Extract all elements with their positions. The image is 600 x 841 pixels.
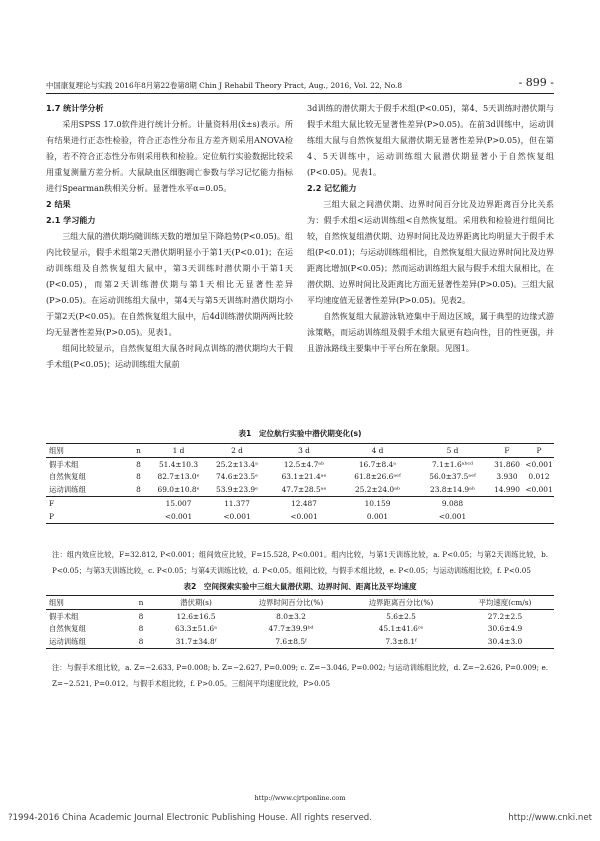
table-cell: 56.0±37.5ᵃᵉᶠ — [429, 472, 476, 482]
table-cell: 14.990 — [490, 483, 524, 496]
column-header: F — [490, 444, 524, 458]
column-header: n — [126, 444, 151, 458]
table2-caption: 表2 空间探索实验中三组大鼠潜伏期、边界时间、距离比及平均速度 — [183, 582, 417, 591]
column-header: 边界距离百分比(%) — [346, 596, 456, 610]
table-cell: 8.0±3.2 — [276, 611, 306, 621]
table-cell — [126, 497, 151, 510]
table-cell: 12.6±16.5 — [176, 611, 216, 621]
table-cell: <0.001 — [415, 510, 490, 523]
table-cell: 12.487 — [291, 499, 317, 509]
table2-note: 注：与假手术组比较，a. Z=−2.633, P=0.008; b. Z=−2.627, P=0.009; c. Z=−3.046, P=0.002; 与运动训练组比较，d. Z=−2.626, P=0.009; e. Z=−2.521, P=0.012。与假手术组比较，f. P>0.05。三组间平均速度比较，P>0.05 — [52, 663, 548, 688]
table-cell: F — [49, 499, 55, 509]
section-heading: 2.2 记忆能力 — [307, 183, 357, 193]
column-header: n — [126, 596, 156, 610]
table-cell: 61.8±26.6ᵃᵉᶠ — [354, 472, 401, 482]
table-cell — [524, 497, 554, 510]
table-cell: 7.3±8.1ᶠ — [346, 635, 456, 648]
column-header: P — [524, 444, 554, 458]
table1-note: 注：组内效应比较，F=32.812, P<0.001；组间效应比较，F=15.528, P<0.001。组内比较，与第1天训练比较，a. P<0.05；与第2天训练比较，b. P<0.05；与第3天训练比较，c. P<0.05；与第4天训练比较，d. P<0.05。组间比较，与假手术组比较，e. P<0.05；与运动训练组比较，f. P<0.05 — [52, 550, 548, 575]
table-row — [46, 483, 554, 496]
column-header: 组别 — [46, 596, 126, 610]
column-header: 潜伏期(s) — [156, 596, 236, 610]
table-cell — [490, 497, 524, 510]
paragraph: 自然恢复组大鼠游泳轨迹集中于周边区域，属于典型的边缘式游泳策略，而运动训练组及假手术组大鼠更有趋向性，目的性更强，并且游泳路线主要集中于平台所在象限。见图1。 — [307, 311, 554, 353]
table-row — [46, 635, 554, 648]
column-header: 平均速度(cm/s) — [456, 596, 554, 610]
table1 — [46, 443, 554, 524]
table-cell: <0.001 — [206, 510, 268, 523]
table-cell: 27.2±2.5 — [487, 611, 523, 621]
table-cell: 8 — [126, 635, 156, 648]
paragraph: 三组大鼠的潜伏期均随训练天数的增加呈下降趋势(P<0.05)。组内比较显示，假手术组第2天潜伏期明显小于第1天(P<0.01)；在运动训练组及自然恢复组大鼠中，第3天训练时潜伏期小于第1天(P<0.05)，而第2天训练潜伏期与第1天相比无显著性差异(P>0.05)。在运动训练组大鼠中，第4天与第5天训练时潜伏期均小于第2天(P<0.05)。在自然恢复组大鼠中，后4d训练潜伏期两两比较均无显著性差异(P>0.05)。见表1。 — [46, 231, 294, 337]
table-row — [46, 609, 554, 622]
table-cell: 11.377 — [224, 499, 250, 509]
column-header: 2 d — [206, 444, 268, 458]
table2 — [46, 595, 554, 649]
table-cell: 63.3±51.6ᵃ — [175, 624, 217, 634]
table-cell: 0.001 — [340, 510, 415, 523]
table-cell: 运动训练组 — [46, 635, 126, 648]
table-cell: <0.001 — [525, 459, 553, 469]
table-cell: 25.2±13.4ᵃ — [216, 459, 258, 469]
table-cell: 25.2±24.0ᵃᵇ — [340, 483, 415, 496]
table-cell: 23.8±14.9ᵃᵇ — [415, 483, 490, 496]
table-cell: 3.930 — [496, 472, 518, 482]
paragraph: 三组大鼠之间潜伏期、边界时间百分比及边界距离百分比关系为：假手术组<运动训练组<自然恢复组。采用秩和检验进行组间比较，自然恢复组潜伏期、边界时间比及边界距离比均明显大于假手术组(P<0.01)；与运动训练组相比，自然恢复组大鼠边界时间比及边界距离比增加(P<0.05)；然而运动训练组大鼠与假手术组大鼠相比，在潜伏期、边界时间比及距离比方面无显著性差异(P>0.05)。三组大鼠平均速度值无显著性差异(P>0.05)。见表2。 — [307, 199, 555, 305]
table-cell: 8 — [138, 624, 144, 634]
table-cell: 63.1±21.4ᵃᵉ — [281, 472, 327, 482]
table-cell: 15.007 — [165, 499, 192, 509]
table-cell: 30.4±3.0 — [456, 635, 554, 648]
column-header: 1 d — [151, 444, 206, 458]
table-cell: 47.7±28.5ᵃᵉ — [268, 483, 340, 496]
table-cell — [126, 510, 151, 523]
column-header: 5 d — [415, 444, 490, 458]
table-cell: 0.012 — [528, 472, 550, 482]
section-heading: 2.1 学习能力 — [46, 215, 96, 225]
paragraph: 组间比较显示，自然恢复组大鼠各时间点训练的潜伏期均大于假手术组(P<0.05)；运动训练组大鼠前 — [46, 343, 293, 369]
table-cell: 31.860 — [494, 459, 520, 469]
header-rule — [46, 93, 554, 94]
table-header-row — [46, 596, 554, 610]
table-cell: 7.1±1.6ᵃᵇᶜᵈ — [431, 459, 474, 469]
table-cell: 假手术组 — [49, 611, 79, 621]
running-header — [46, 78, 554, 92]
table-cell: 运动训练组 — [46, 483, 126, 496]
table-cell: 自然恢复组 — [49, 624, 86, 634]
table-cell: 16.7±8.4ᵃ — [358, 459, 397, 469]
table-row — [46, 510, 554, 523]
table-cell: 8 — [136, 459, 141, 469]
table-cell: 5.6±2.5 — [386, 611, 416, 621]
table-cell: 8 — [126, 483, 151, 496]
table-cell: 45.1±41.6ᶜᵉ — [378, 624, 424, 634]
table-cell: 10.159 — [364, 499, 391, 509]
table-cell: <0.001 — [524, 483, 554, 496]
table1-caption: 表1 定位航行实验中潜伏期变化(s) — [238, 429, 362, 438]
table-cell: 假手术组 — [49, 459, 79, 469]
table-cell: 12.5±4.7ᵃᵇ — [283, 459, 325, 469]
column-header: 4 d — [340, 444, 415, 458]
column-header: 3 d — [268, 444, 340, 458]
table-cell: 53.9±23.9ᵉ — [206, 483, 268, 496]
table-cell: <0.001 — [151, 510, 206, 523]
right-column — [307, 100, 554, 356]
table-cell — [490, 510, 524, 523]
table-cell: 51.4±10.3 — [158, 459, 199, 469]
paragraph: 采用SPSS 17.0软件进行统计分析。计量资料用(x̄±s)表示。所有结果进行正态性检验，符合正态性分布且方差齐则采用ANOVA检验，若不符合正态性分布则采用秩和检验。定位航行实验数据比较采用重复测量方差分析。大鼠缺血区细胞凋亡参数与学习记忆能力指标进行Spearman秩相关分析。显著性水平α=0.05。 — [46, 119, 293, 193]
footer-url[interactable]: http://www.cjrtponline.com — [254, 794, 346, 802]
table-cell: 自然恢复组 — [49, 472, 86, 482]
table-header-row — [46, 444, 554, 458]
table-cell: 47.7±39.9ᵇᵈ — [268, 624, 314, 634]
paragraph: 3d训练的潜伏期大于假手术组(P<0.05)，第4、5天训练时潜伏期与假手术组大鼠比较无显著性差异(P>0.05)。在前3d训练中，运动训练组大鼠与自然恢复组大鼠潜伏期无显著性差异(P>0.05)，但在第4、5天训练中，运动训练组大鼠潜伏期显著小于自然恢复组(P<0.05)。见表1。 — [307, 103, 554, 177]
table-row — [46, 457, 554, 470]
table-cell: P — [46, 510, 126, 523]
table-cell: 31.7±34.8ᶠ — [156, 635, 236, 648]
column-header: 组别 — [46, 444, 126, 458]
table-cell: 82.7±13.0ᵉ — [157, 472, 200, 482]
journal-citation: 中国康复理论与实践 2016年8月第22卷第8期 Chin J Rehabil Theory Pract, Aug., 2016, Vol. 22, No.8 — [46, 81, 403, 90]
table-cell — [524, 510, 554, 523]
table-cell: 8 — [136, 472, 141, 482]
page-number: - 899 - — [518, 76, 554, 89]
table-cell: 69.0±10.8ᵉ — [151, 483, 206, 496]
copyright-text: ?1994-2016 China Academic Journal Electronic Publishing House. All rights reserved. — [8, 813, 372, 823]
table-cell: 8 — [138, 611, 144, 621]
table-cell: 7.6±8.5ᶠ — [236, 635, 346, 648]
column-header: 边界时间百分比(%) — [236, 596, 346, 610]
table-row — [46, 623, 554, 636]
section-heading: 2 结果 — [46, 199, 71, 209]
table-row — [46, 471, 554, 484]
table-cell: 74.6±23.5ᵉ — [216, 472, 258, 482]
table-cell: 30.6±4.9 — [487, 624, 523, 634]
section-heading: 1.7 统计学分析 — [46, 103, 104, 113]
cnki-link[interactable]: http://www.cnki.net — [508, 813, 592, 823]
table-row — [46, 497, 554, 510]
left-column — [46, 100, 293, 372]
table-cell: <0.001 — [268, 510, 340, 523]
table-cell: 9.088 — [441, 499, 464, 509]
copyright-line — [8, 813, 592, 823]
